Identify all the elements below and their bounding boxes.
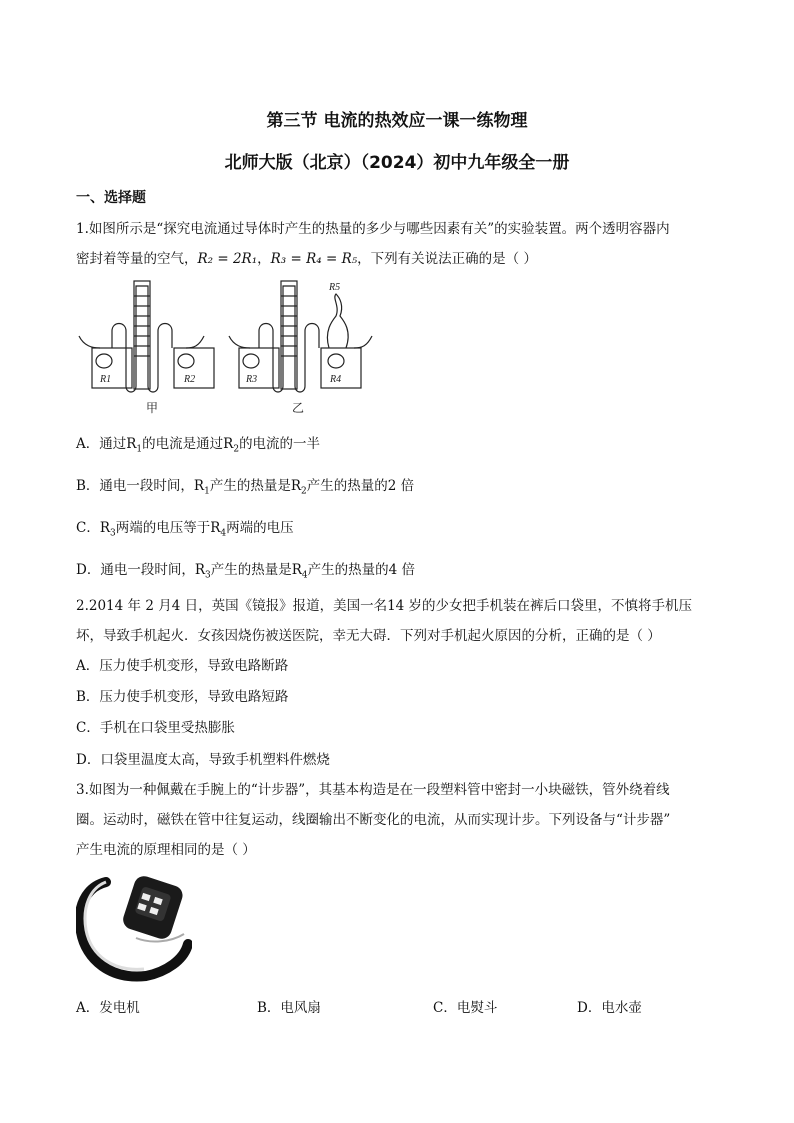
label-yi: 乙	[292, 401, 305, 415]
q3-stem-line3: 产生电流的原理相同的是（ ）	[76, 842, 256, 858]
label-r4: R4	[330, 374, 342, 385]
q1-stem-suffix: ，下列有关说法正确的是（ ）	[357, 251, 537, 267]
q3-option-d[interactable]: D．电水壶	[577, 1000, 642, 1016]
section-heading: 一、选择题	[76, 190, 146, 206]
q1-option-d[interactable]: D．通电一段时间，$R_3$产生的热量是$R_4$产生的热量的4 倍	[76, 562, 416, 581]
q3-option-c[interactable]: C．电熨斗	[433, 1000, 498, 1016]
pedometer-wristband-image	[76, 872, 192, 984]
q1-stem-prefix: 密封着等量的空气，	[76, 251, 198, 267]
q2-option-a[interactable]: A．压力使手机变形，导致电路断路	[76, 658, 289, 674]
q1-option-c[interactable]: C．$R_3$两端的电压等于$R_4$两端的电压	[76, 520, 294, 539]
q1-option-b[interactable]: B．通电一段时间，$R_1$产生的热量是$R_2$产生的热量的2 倍	[76, 478, 415, 497]
q3-stem-line2: 圈。运动时，磁铁在管中往复运动，线圈输出不断变化的电流，从而实现计步。下列设备与“计步器”	[76, 812, 671, 828]
q1-circuit-figure	[74, 276, 374, 418]
q2-option-b[interactable]: B．压力使手机变形，导致电路短路	[76, 689, 289, 705]
q2-stem-line2: 坏，导致手机起火．女孩因烧伤被送医院，幸无大碍．下列对手机起火原因的分析，正确的是（ ）	[76, 628, 661, 644]
q1-eq-sep: ，	[257, 251, 271, 267]
q3-options	[0, 996, 794, 1016]
label-r1: R1	[100, 374, 112, 385]
q3-option-a[interactable]: A．发电机	[76, 1000, 140, 1016]
label-r3: R3	[246, 374, 258, 385]
q2-stem-line1: 2.2014 年 2 月4 日，英国《镜报》报道，美国一名14 岁的少女把手机装在裤后口袋里，不慎将手机压	[76, 598, 693, 614]
r5-loop	[327, 294, 348, 348]
wire-left-2	[186, 336, 204, 348]
q2-option-d[interactable]: D．口袋里温度太高，导致手机塑料件燃烧	[76, 752, 330, 768]
q1-stem-line2	[76, 247, 537, 267]
label-jia: 甲	[146, 401, 159, 415]
wire-left-1	[79, 336, 100, 348]
q3-stem-line1: 3.如图为一种佩戴在手腕上的“计步器”，其基本构造是在一段塑料管中密封一小块磁铁，管外绕着线	[76, 782, 670, 798]
q3-option-b[interactable]: B．电风扇	[257, 1000, 321, 1016]
q1-option-a[interactable]: A．通过$R_1$的电流是通过$R_2$的电流的一半	[76, 436, 321, 455]
q1-eq1: R₂ = 2R₁	[197, 251, 258, 267]
q1-eq2: R₃ = R₄ = R₅	[270, 251, 358, 267]
label-r5: R5	[329, 282, 341, 293]
label-r2: R2	[184, 374, 196, 385]
doc-title: 第三节 电流的热效应一课一练物理	[266, 111, 528, 131]
q1-stem-line1: 1.如图所示是“探究电流通过导体时产生的热量的多少与哪些因素有关”的实验装置。两个透明容器内	[76, 221, 670, 237]
doc-subtitle: 北师大版（北京）（2024）初中九年级全一册	[224, 153, 570, 173]
q2-option-c[interactable]: C．手机在口袋里受热膨胀	[76, 720, 235, 736]
